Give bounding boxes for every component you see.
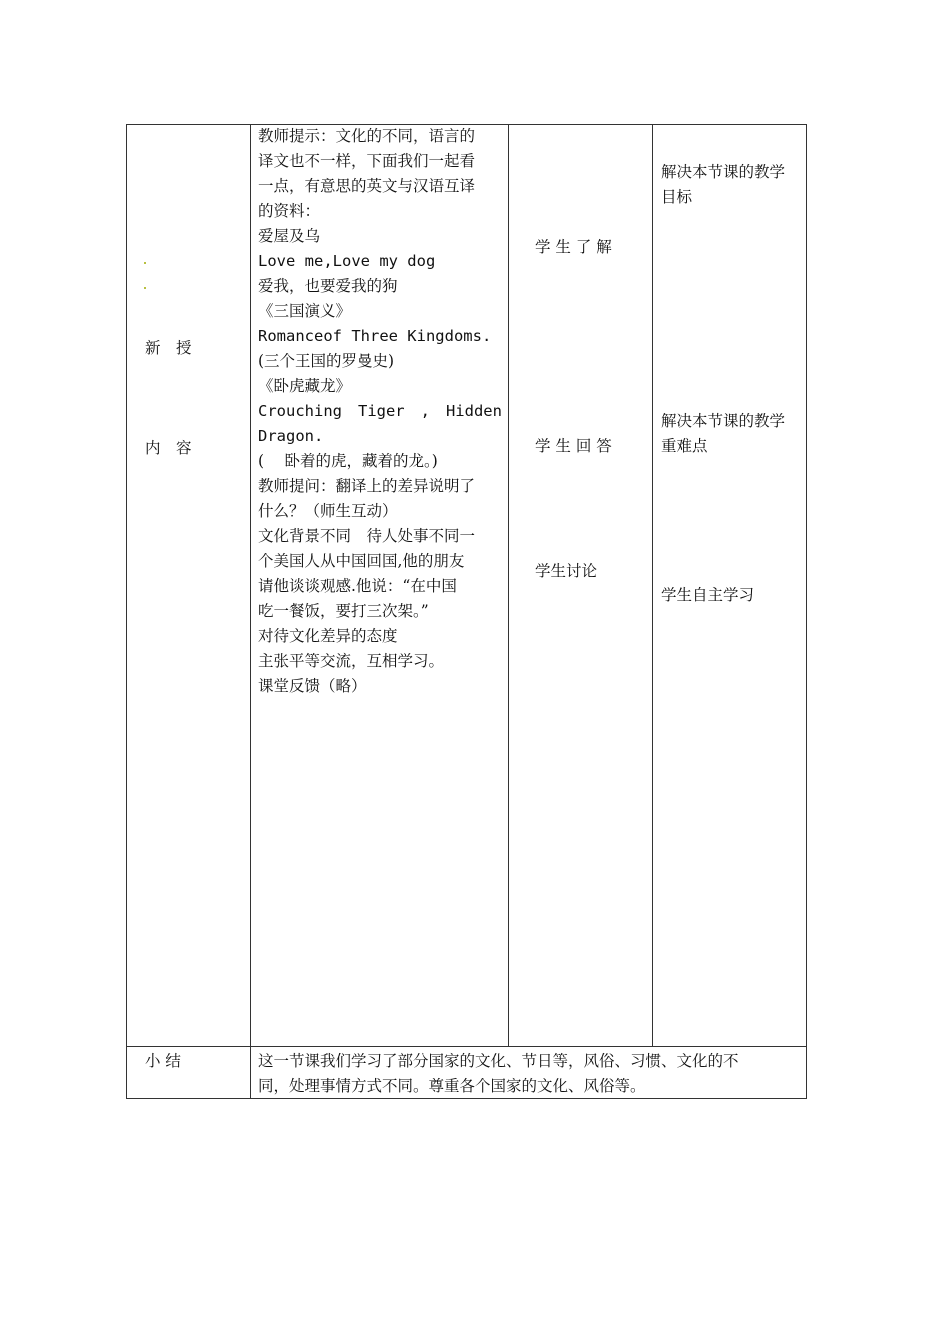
row-divider <box>126 1046 807 1047</box>
purpose-text <box>661 409 785 459</box>
content-line: 爱我，也要爱我的狗 <box>258 277 398 295</box>
content-line: 文化背景不同 待人处事不同一 <box>258 527 476 545</box>
content-line: ( 卧着的虎，藏着的龙。) <box>258 452 438 470</box>
teaching-content <box>258 124 502 699</box>
bullet-mark <box>144 287 146 289</box>
section-label-new: 新 授 <box>145 339 192 357</box>
purpose-text <box>661 160 785 210</box>
student-activity: 学 生 回 答 <box>535 437 612 455</box>
content-line-english: Love me,Love my dog <box>258 252 436 270</box>
word: Hidden <box>445 402 502 420</box>
content-line: 教师提示：文化的不同，语言的 <box>258 127 476 145</box>
column-divider-2 <box>508 124 509 1047</box>
purpose-line: 学生自主学习 <box>661 586 755 604</box>
word: Tiger <box>357 402 405 420</box>
purpose-text <box>661 583 754 608</box>
content-line-english <box>258 399 502 424</box>
content-line: 请他谈谈观感.他说：“在中国 <box>258 577 457 595</box>
word: , <box>420 402 430 420</box>
content-line: 主张平等交流，互相学习。 <box>258 652 445 670</box>
content-line: 个美国人从中国回国,他的朋友 <box>258 552 465 570</box>
content-line-english: Dragon. <box>258 427 324 445</box>
purpose-line: 目标 <box>661 188 693 206</box>
word: Crouching <box>258 402 342 420</box>
content-line: 对待文化差异的态度 <box>258 627 398 645</box>
content-line: 爱屋及乌 <box>258 227 321 245</box>
section-label-content: 内 容 <box>145 439 192 457</box>
content-line: 教师提问：翻译上的差异说明了 <box>258 477 476 495</box>
summary-line: 这一节课我们学习了部分国家的文化、节日等，风俗、习惯、文化的不 <box>258 1052 739 1070</box>
purpose-line: 解决本节课的教学 <box>661 412 786 430</box>
student-activity: 学生讨论 <box>535 562 598 580</box>
content-line-english: Romanceof Three Kingdoms. <box>258 327 492 345</box>
summary-text <box>258 1049 739 1099</box>
content-line: (三个王国的罗曼史) <box>258 352 395 370</box>
purpose-line: 重难点 <box>661 437 708 455</box>
purpose-line: 解决本节课的教学 <box>661 163 786 181</box>
content-line: 吃一餐饭，要打三次架。” <box>258 602 429 620</box>
summary-line: 同，处理事情方式不同。尊重各个国家的文化、风俗等。 <box>258 1077 646 1095</box>
content-line: 《三国演义》 <box>258 302 352 320</box>
content-line: 什么？（师生互动） <box>258 502 398 520</box>
content-line: 课堂反馈（略） <box>258 677 367 695</box>
column-divider-1 <box>250 124 251 1099</box>
summary-label: 小 结 <box>145 1052 181 1070</box>
content-line: 《卧虎藏龙》 <box>258 377 352 395</box>
content-line: 的资料： <box>258 202 321 220</box>
bullet-mark <box>144 262 146 264</box>
content-line: 译文也不一样，下面我们一起看 <box>258 152 476 170</box>
content-line: 一点，有意思的英文与汉语互译 <box>258 177 476 195</box>
column-divider-3 <box>652 124 653 1047</box>
student-activity: 学 生 了 解 <box>535 238 612 256</box>
